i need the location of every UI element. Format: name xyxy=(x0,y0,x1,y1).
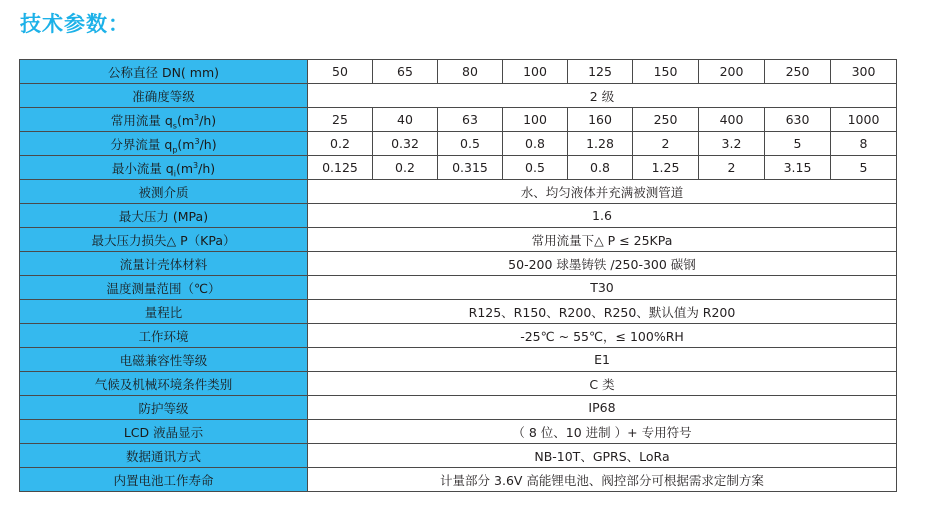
table-row xyxy=(20,324,897,348)
table-row xyxy=(20,228,897,252)
q3-cell: 630 xyxy=(765,108,831,132)
q1-cell: 0.8 xyxy=(568,156,633,180)
row-label: LCD 液晶显示 xyxy=(20,420,308,444)
row-value: 计量部分 3.6V 高能锂电池、阀控部分可根据需求定制方案 xyxy=(308,468,897,492)
row-value: T30 xyxy=(308,276,897,300)
row-label: 最大压力 (MPa) xyxy=(20,204,308,228)
row-value: （ 8 位、10 进制 ）+ 专用符号 xyxy=(308,420,897,444)
row-label: 防护等级 xyxy=(20,396,308,420)
q1-cell: 5 xyxy=(831,156,897,180)
row-value: 50-200 球墨铸铁 /250-300 碳钢 xyxy=(308,252,897,276)
q3-cell: 100 xyxy=(503,108,568,132)
row-label: 量程比 xyxy=(20,300,308,324)
q3-cell: 25 xyxy=(308,108,373,132)
table-row-dn xyxy=(20,60,897,84)
q2-cell: 0.2 xyxy=(308,132,373,156)
q3-cell: 40 xyxy=(373,108,438,132)
row-value: 常用流量下△ P ≤ 25KPa xyxy=(308,228,897,252)
q3-cell: 63 xyxy=(438,108,503,132)
row-label: 准确度等级 xyxy=(20,84,308,108)
q3-cell: 400 xyxy=(699,108,765,132)
row-value: R125、R150、R200、R250、默认值为 R200 xyxy=(308,300,897,324)
q2-cell: 3.2 xyxy=(699,132,765,156)
table-row xyxy=(20,252,897,276)
dn-cell: 150 xyxy=(633,60,699,84)
row-label: 公称直径 DN( mm) xyxy=(20,60,308,84)
table-row-q3 xyxy=(20,108,897,132)
row-label: 流量计壳体材料 xyxy=(20,252,308,276)
table-row-q1 xyxy=(20,156,897,180)
q1-cell: 0.125 xyxy=(308,156,373,180)
table-row xyxy=(20,468,897,492)
table-row xyxy=(20,300,897,324)
dn-cell: 50 xyxy=(308,60,373,84)
table-row xyxy=(20,348,897,372)
technical-parameters-table xyxy=(19,59,897,492)
row-value: 2 级 xyxy=(308,84,897,108)
row-label: 电磁兼容性等级 xyxy=(20,348,308,372)
row-label: 工作环境 xyxy=(20,324,308,348)
dn-cell: 80 xyxy=(438,60,503,84)
row-value: -25℃ ~ 55℃，≤ 100%RH xyxy=(308,324,897,348)
table-row xyxy=(20,396,897,420)
row-label: 被测介质 xyxy=(20,180,308,204)
row-label: 温度测量范围（℃） xyxy=(20,276,308,300)
dn-cell: 65 xyxy=(373,60,438,84)
q1-cell: 0.315 xyxy=(438,156,503,180)
row-label: 内置电池工作寿命 xyxy=(20,468,308,492)
table-row xyxy=(20,444,897,468)
dn-cell: 300 xyxy=(831,60,897,84)
q2-cell: 8 xyxy=(831,132,897,156)
q1-cell: 0.2 xyxy=(373,156,438,180)
row-value: C 类 xyxy=(308,372,897,396)
section-title: 技术参数： xyxy=(20,12,130,36)
q2-cell: 0.5 xyxy=(438,132,503,156)
row-value: IP68 xyxy=(308,396,897,420)
row-label: 最小流量 $q_i(m^3/h)$ xyxy=(20,156,308,180)
row-label: 常用流量 $q_s(m^3/h)$ xyxy=(20,108,308,132)
table-row xyxy=(20,204,897,228)
q2-cell: 2 xyxy=(633,132,699,156)
table-row xyxy=(20,180,897,204)
q1-cell: 1.25 xyxy=(633,156,699,180)
table-row-accuracy xyxy=(20,84,897,108)
table-row xyxy=(20,420,897,444)
row-value: E1 xyxy=(308,348,897,372)
table-row-q2 xyxy=(20,132,897,156)
q1-cell: 2 xyxy=(699,156,765,180)
row-value: 水、均匀液体并充满被测管道 xyxy=(308,180,897,204)
row-label: 数据通讯方式 xyxy=(20,444,308,468)
dn-cell: 250 xyxy=(765,60,831,84)
q2-cell: 0.8 xyxy=(503,132,568,156)
q1-cell: 0.5 xyxy=(503,156,568,180)
dn-cell: 125 xyxy=(568,60,633,84)
q2-cell: 0.32 xyxy=(373,132,438,156)
q3-cell: 250 xyxy=(633,108,699,132)
table-row xyxy=(20,372,897,396)
q3-cell: 1000 xyxy=(831,108,897,132)
row-label: 气候及机械环境条件类别 xyxy=(20,372,308,396)
table-row xyxy=(20,276,897,300)
dn-cell: 100 xyxy=(503,60,568,84)
row-label: 分界流量 $q_p(m^3/h)$ xyxy=(20,132,308,156)
q2-cell: 1.28 xyxy=(568,132,633,156)
q1-cell: 3.15 xyxy=(765,156,831,180)
row-value: 1.6 xyxy=(308,204,897,228)
q3-cell: 160 xyxy=(568,108,633,132)
dn-cell: 200 xyxy=(699,60,765,84)
row-label: 最大压力损失△ P（KPa） xyxy=(20,228,308,252)
row-value: NB-10T、GPRS、LoRa xyxy=(308,444,897,468)
q2-cell: 5 xyxy=(765,132,831,156)
